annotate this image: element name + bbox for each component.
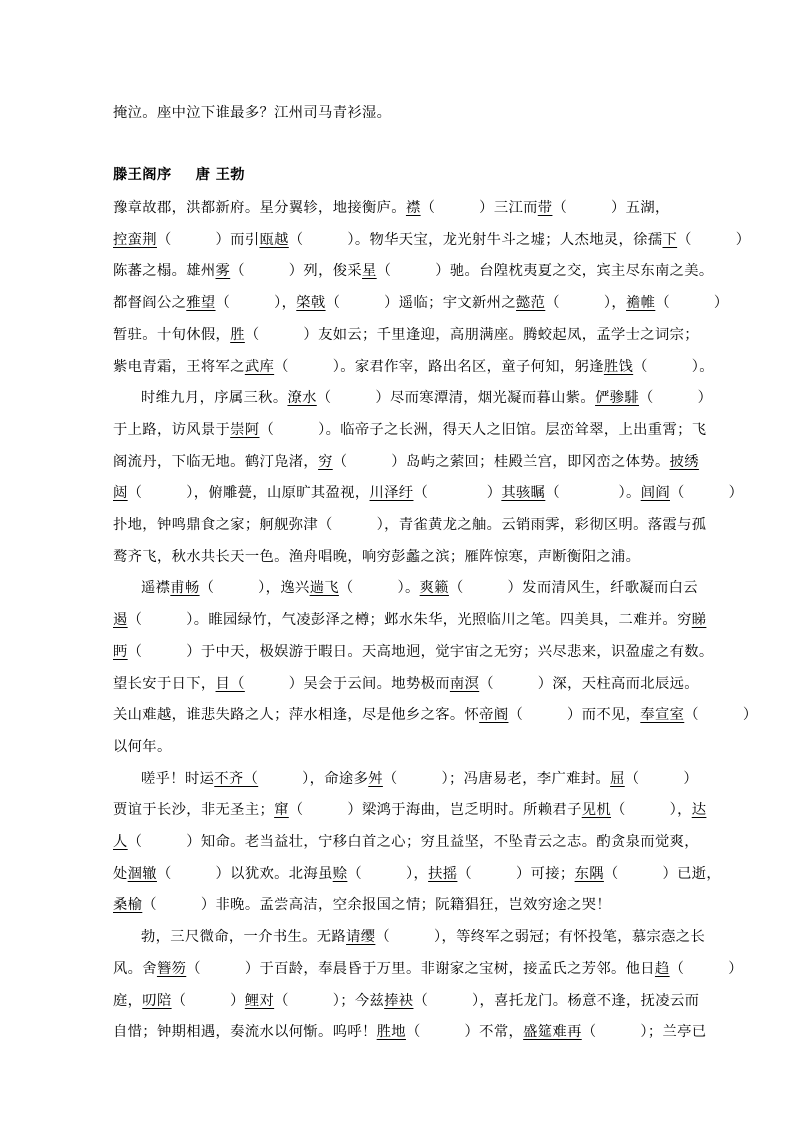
text-segment: （ ） (669, 960, 743, 977)
underlined-term: 睇 (691, 612, 707, 629)
underlined-term: 胜饯 (603, 358, 634, 375)
text-segment: （ ）。 (633, 358, 714, 375)
underlined-term: 不齐（ (214, 770, 259, 787)
text-segment: （ ）于中天，极娱游于暇日。天高地迥，觉宇宙之无穷；兴尽悲来，识盈虚之有数。 (127, 643, 714, 660)
text-segment: （ ）驰。台隍枕夷夏之交，宾主尽东南之美。 (376, 263, 714, 280)
underlined-term: 其骇瞩 (501, 485, 546, 502)
text-segment: （ ）已逝， (603, 865, 722, 882)
text-segment: （ ） (655, 295, 729, 312)
underlined-term: 达 (691, 802, 707, 819)
underlined-term: 雅望 (186, 295, 216, 312)
text-line (113, 705, 758, 725)
text-segment: 都督阎公之 (113, 295, 187, 312)
text-segment: （ ）而不见， (508, 707, 641, 724)
underlined-term: 鲤对 (244, 992, 275, 1009)
text-line (113, 515, 713, 535)
text-segment: 遥襟 (141, 580, 171, 597)
underlined-term: 南溟 (449, 675, 480, 692)
text-segment: （ ）深，天柱高而北辰远。 (479, 675, 699, 692)
underlined-term: 胜 (230, 326, 245, 343)
text-segment: （ ）梁鸿于海曲，岂乏明时。所赖君子 (288, 802, 582, 819)
text-line (113, 737, 713, 757)
text-segment: （ ） (677, 231, 751, 248)
text-segment: 嗟乎！时运 (141, 770, 215, 787)
underlined-term: 带 (537, 200, 553, 216)
underlined-term: 遄飞 (309, 580, 339, 597)
underlined-term: 遏 (113, 612, 128, 629)
underlined-term: 崇阿 (230, 421, 260, 438)
text-segment: （ ）。物华天宝，龙光射牛斗之墟；人杰地灵，徐孺 (288, 231, 663, 248)
text-line (113, 325, 713, 345)
text-line (113, 198, 713, 218)
text-segment: 庭， (113, 992, 143, 1009)
underlined-term: 襜帷 (626, 295, 656, 312)
underlined-term: 请缨 (346, 929, 376, 946)
text-segment: 阁流丹，下临无地。鹤汀凫渚， (113, 453, 319, 470)
text-segment: （ ）。 (338, 580, 420, 597)
underlined-term: 穷 (318, 453, 333, 470)
text-segment: （ ） (670, 485, 744, 502)
text-segment: （ ）；兰亭已 (581, 1024, 707, 1041)
text-segment: （ ）；冯唐易老，李广难封。 (382, 770, 611, 787)
underlined-term: 桑榆 (113, 897, 143, 914)
underlined-term: 目（ (215, 675, 245, 692)
underlined-term: 窜 (274, 802, 289, 819)
text-segment: 贾谊于长沙，非无圣主； (113, 802, 275, 819)
text-segment: （ ）发而清风生，纤歌凝而白云 (448, 580, 698, 597)
essay-title-line (113, 165, 713, 185)
text-segment: （ ）；今兹 (274, 992, 385, 1009)
text-segment: （ ）。 (545, 485, 641, 502)
text-line (113, 610, 713, 630)
text-line (141, 927, 741, 947)
text-segment: （ ） (171, 992, 245, 1009)
text-segment: 紫电青霜，王将军之 (113, 358, 245, 375)
text-segment: 陈蕃之榻。雄州 (113, 263, 216, 280)
underlined-term: 帝阍 (479, 707, 509, 724)
text-segment: （ ）。临帝子之长洲，得天人之旧馆。层峦耸翠，上出重霄；飞 (259, 421, 707, 438)
text-line (113, 832, 713, 852)
text-line (113, 991, 713, 1011)
essay-title: 滕王阁序 (113, 167, 172, 183)
underlined-term: 懿范 (515, 295, 546, 312)
underlined-term: 爽籁 (419, 580, 449, 597)
text-segment: 自惜；钟期相遇，奏流水以何惭。呜呼！ (113, 1024, 377, 1041)
underlined-term: 舛 (368, 770, 383, 787)
text-segment: （ ）可接； (457, 865, 575, 882)
underlined-term: 棨戟 (296, 295, 326, 312)
text-segment: 以何年。 (113, 738, 172, 755)
text-segment: （ ） (624, 770, 698, 787)
text-segment: ）吴会于云间。地势极而 (244, 675, 450, 692)
underlined-term: 雾 (215, 263, 231, 280)
text-segment: （ ）岛屿之萦回；桂殿兰宫，即冈峦之体势。 (332, 453, 670, 470)
text-segment: （ ），逸兴 (199, 580, 310, 597)
text-line (113, 864, 722, 884)
text-segment: （ ）三江而 (420, 200, 538, 216)
underlined-term: 见机 (581, 802, 612, 819)
underlined-term: 俨骖騑 (595, 390, 640, 407)
text-line (113, 674, 713, 694)
text-segment: （ ）尽而寒潭清，烟光凝而暮山紫。 (316, 390, 596, 407)
text-segment: （ ）， (545, 295, 627, 312)
text-segment: （ ）不常， (405, 1024, 524, 1041)
text-segment: 关山难越，谁悲失路之人；萍水相逢，尽是他乡之客。怀 (113, 707, 480, 724)
text-segment: （ ）五湖， (552, 200, 670, 216)
text-line (113, 261, 713, 281)
text-segment: 暂驻。十旬休假， (113, 326, 231, 343)
text-line (113, 483, 744, 503)
text-segment: ），命途多 (258, 770, 369, 787)
text-line (141, 769, 741, 789)
underlined-term: 胜地 (376, 1024, 406, 1041)
text-segment: （ ） (413, 485, 502, 502)
intro-line: 掩泣。座中泣下谁最多？江州司马青衫湿。 (113, 105, 392, 121)
underlined-term: 叨陪 (142, 992, 172, 1009)
underlined-term: 东隅 (574, 865, 604, 882)
text-line (113, 452, 713, 472)
text-line (113, 959, 743, 979)
underlined-term: 襟 (405, 200, 421, 216)
underlined-term: 涸辙 (127, 865, 157, 882)
text-segment: 处 (113, 865, 128, 882)
text-segment: （ ），俯雕甍，山原旷其盈视， (127, 485, 370, 502)
essay-author: 唐 王勃 (195, 167, 245, 183)
text-line (113, 420, 713, 440)
underlined-term: 川泽纡 (369, 485, 414, 502)
text-segment: （ ）而引 (156, 231, 260, 248)
text-segment: （ ）， (347, 865, 429, 882)
text-line (141, 578, 741, 598)
underlined-term: 下 (662, 231, 678, 248)
text-segment: 鹜齐飞，秋水共长天一色。渔舟唱晚，响穷彭蠡之滨；雁阵惊寒，声断衡阳之浦。 (113, 548, 641, 565)
underlined-term: 闾阎 (640, 485, 670, 502)
text-segment: （ ） (639, 390, 713, 407)
underlined-term: 扶摇 (428, 865, 458, 882)
underlined-term: 甫畅 (170, 580, 200, 597)
text-line (113, 800, 713, 820)
text-segment: （ ） (684, 707, 758, 724)
text-segment: （ ）以犹欢。北海虽 (156, 865, 333, 882)
underlined-term: 潦水 (287, 390, 317, 407)
underlined-term: 簪笏 (156, 960, 187, 977)
underlined-term: 武库 (244, 358, 275, 375)
text-segment: 扑地，钟鸣鼎食之家；舸舰弥津（ ），青雀黄龙之舳。云销雨霁，彩彻区明。落霞与孤 (113, 517, 707, 533)
underlined-term: 星 (362, 263, 377, 280)
underlined-term: 奉宣室 (640, 707, 685, 724)
text-segment: （ ）知命。老当益壮，宁移白首之心；穷且益坚，不坠青云之志。酌贪泉而觉爽， (127, 834, 699, 850)
underlined-term: 盛筵难再 (523, 1024, 582, 1041)
text-segment: （ ）， (215, 295, 297, 312)
text-segment: （ ）非晚。孟尝高洁，空余报国之情；阮籍猖狂，岂效穷途之哭！ (142, 897, 611, 914)
text-line (113, 230, 751, 250)
underlined-term: 闼 (113, 485, 128, 502)
underlined-term: 趋 (654, 960, 670, 977)
text-segment: （ ）友如云；千里逢迎，高朋满座。腾蛟起凤，孟学士之词宗； (244, 326, 699, 343)
underlined-term: 眄 (113, 643, 128, 660)
text-segment: 望长安于日下， (113, 675, 216, 692)
underlined-term: 捧袂 (384, 992, 414, 1009)
underlined-term: 赊 (332, 865, 348, 882)
text-segment: （ ）于百龄，奉晨昏于万里。非谢家之宝树，接孟氏之芳邻。他日 (186, 960, 655, 977)
text-segment: （ ）， (611, 802, 692, 819)
underlined-term: 披绣 (669, 453, 699, 470)
text-line (113, 547, 713, 567)
text-segment: （ ），喜托龙门。杨意不逢，抚凌云而 (413, 992, 700, 1009)
text-line (141, 388, 741, 408)
text-segment: 豫章故郡，洪都新府。星分翼轸，地接衡庐。 (113, 200, 406, 216)
text-segment: （ ）列，俊采 (230, 263, 363, 280)
text-segment: （ ）。睢园绿竹，气凌彭泽之樽；邺水朱华，光照临川之笔。四美具，二难并。穷 (127, 612, 692, 629)
text-segment: （ ）遥临；宇文新州之 (325, 295, 516, 312)
text-segment: （ ）。家君作宰，路出名区，童子何知，躬逢 (274, 358, 604, 375)
text-line (113, 642, 713, 662)
text-segment: （ ），等终军之弱冠；有怀投笔，慕宗悫之长 (375, 929, 706, 946)
underlined-term: 屈 (610, 770, 625, 787)
text-line (113, 357, 713, 377)
text-segment: 于上路，访风景于 (113, 421, 231, 438)
underlined-term: 控蛮荆 (113, 231, 157, 248)
text-line (113, 895, 713, 915)
text-segment: 勃，三尺微命，一介书生。无路 (141, 929, 347, 946)
text-line (113, 293, 729, 313)
text-segment: 时维九月，序属三秋。 (141, 390, 288, 407)
underlined-term: 人 (113, 834, 128, 850)
text-segment: 风。舍 (113, 960, 157, 977)
text-line (113, 1022, 713, 1042)
underlined-term: 瓯越 (259, 231, 289, 248)
